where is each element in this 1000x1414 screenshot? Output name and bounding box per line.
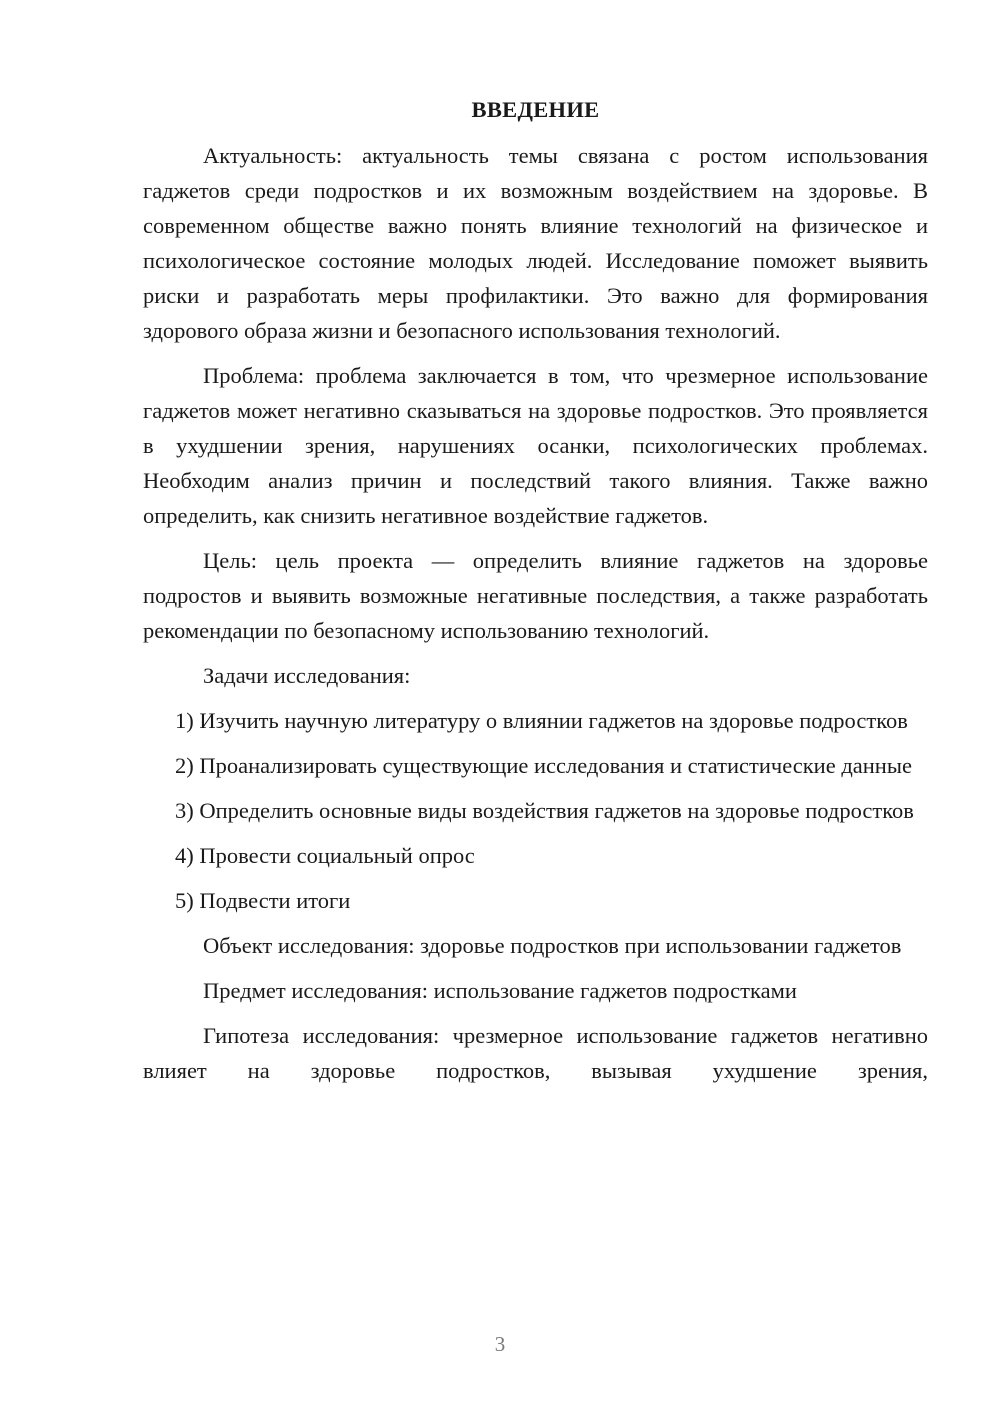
goal-paragraph: Цель: цель проекта — определить влияние гаджетов на здоровье подростов и выявить возможные негативные последствия, а также разработать рекомендации по безопасному использованию технологий. [143,548,928,643]
tasks-heading: Задачи исследования: [203,663,411,688]
section-title: ВВЕДЕНИЕ [471,97,600,122]
task-item-3: 3) Определить основные виды воздействия гаджетов на здоровье подростков [175,798,914,823]
task-item-5: 5) Подвести итоги [175,888,351,913]
task-item-4: 4) Провести социальный опрос [175,843,475,868]
hypothesis-paragraph: Гипотеза исследования: чрезмерное использование гаджетов негативно влияет на здоровье подростков, вызывая ухудшение зрения, [143,1023,928,1083]
relevance-paragraph: Актуальность: актуальность темы связана с ростом использования гаджетов среди подростков и их возможным воздействием на здоровье. В современном обществе важно понять влияние технологий на физическое и психологическое состояние молодых людей. Исследование поможет выявить риски и разработать меры профилактики. Это важно для формирования здорового образа жизни и безопасного использования технологий. [143,143,928,343]
task-item-2: 2) Проанализировать существующие исследования и статистические данные [175,753,912,778]
object-paragraph: Объект исследования: здоровье подростков при использовании гаджетов [203,933,902,958]
page-number: 3 [494,1332,506,1356]
subject-paragraph: Предмет исследования: использование гаджетов подростками [203,978,797,1003]
task-item-1: 1) Изучить научную литературу о влиянии гаджетов на здоровье подростков [175,708,908,733]
document-page [143,90,928,1088]
problem-paragraph: Проблема: проблема заключается в том, что чрезмерное использование гаджетов может негативно сказываться на здоровье подростков. Это проявляется в ухудшении зрения, нарушениях осанки, психологических проблемах. Необходим анализ причин и последствий такого влияния. Также важно определить, как снизить негативное воздействие гаджетов. [143,363,928,528]
